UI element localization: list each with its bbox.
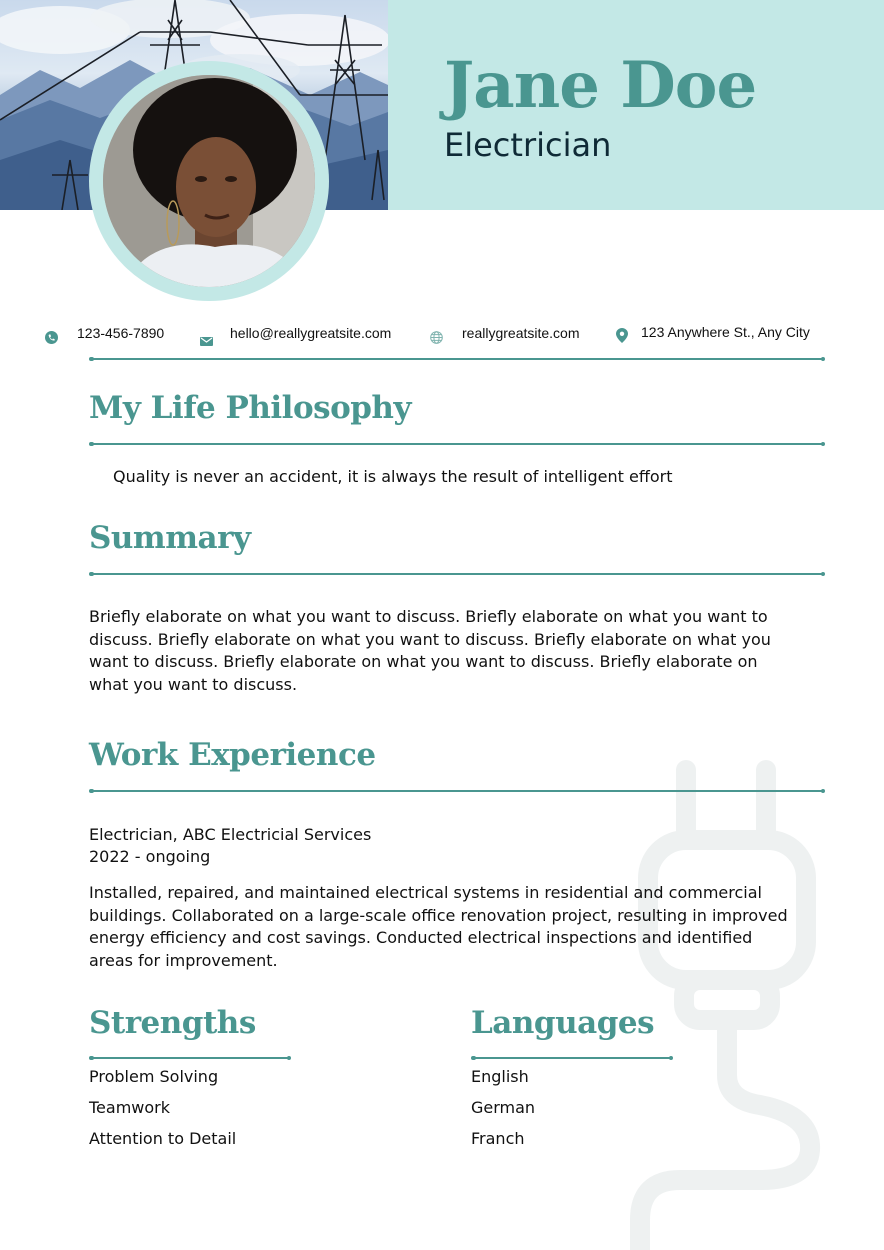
philosophy-quote: Quality is never an accident, it is always the result of intelligent effort bbox=[113, 467, 673, 486]
strengths-divider bbox=[91, 1057, 289, 1059]
strength-item: Attention to Detail bbox=[89, 1129, 237, 1148]
phone-icon bbox=[45, 329, 58, 348]
strength-item: Teamwork bbox=[89, 1098, 171, 1117]
summary-heading: Summary bbox=[89, 520, 251, 556]
globe-icon bbox=[430, 329, 443, 348]
experience-heading: Work Experience bbox=[89, 737, 376, 773]
contact-phone-text: 123-456-7890 bbox=[77, 325, 165, 341]
contact-website-text: reallygreatsite.com bbox=[462, 325, 580, 341]
job-position: Electrician, ABC Electricial Services bbox=[89, 825, 372, 844]
location-pin-icon bbox=[616, 328, 628, 347]
experience-divider bbox=[91, 790, 823, 792]
language-item: English bbox=[471, 1067, 529, 1086]
philosophy-divider bbox=[91, 443, 823, 445]
candidate-name: Jane Doe bbox=[444, 48, 757, 123]
contact-address-text: 123 Anywhere St., Any City bbox=[641, 324, 810, 340]
job-description: Installed, repaired, and maintained electrical systems in residential and commercial buildings. Collaborated on a large-scale office renovation project, resulting in improved energy efficiency and cost savings. Conducted electrical inspections and identified areas for improvement. bbox=[89, 883, 788, 970]
language-item: German bbox=[471, 1098, 536, 1117]
strength-item: Problem Solving bbox=[89, 1067, 219, 1086]
languages-heading: Languages bbox=[471, 1005, 655, 1041]
language-item: Franch bbox=[471, 1129, 525, 1148]
philosophy-heading: My Life Philosophy bbox=[89, 390, 411, 426]
avatar bbox=[103, 75, 315, 287]
summary-text: Briefly elaborate on what you want to discuss. Briefly elaborate on what you want to discuss. Briefly elaborate on what you want to discuss. Briefly elaborate on what you want to discuss. Briefly elaborate on what you want to discuss. Briefly elaborate on what you want to discuss. bbox=[89, 607, 771, 694]
job-period: 2022 - ongoing bbox=[89, 847, 211, 866]
candidate-title: Electrician bbox=[444, 126, 612, 164]
contact-email-text: hello@reallygreatsite.com bbox=[230, 325, 392, 341]
summary-divider bbox=[91, 573, 823, 575]
email-icon bbox=[200, 331, 213, 350]
languages-divider bbox=[473, 1057, 671, 1059]
strengths-heading: Strengths bbox=[89, 1005, 256, 1041]
contact-divider bbox=[91, 358, 823, 360]
